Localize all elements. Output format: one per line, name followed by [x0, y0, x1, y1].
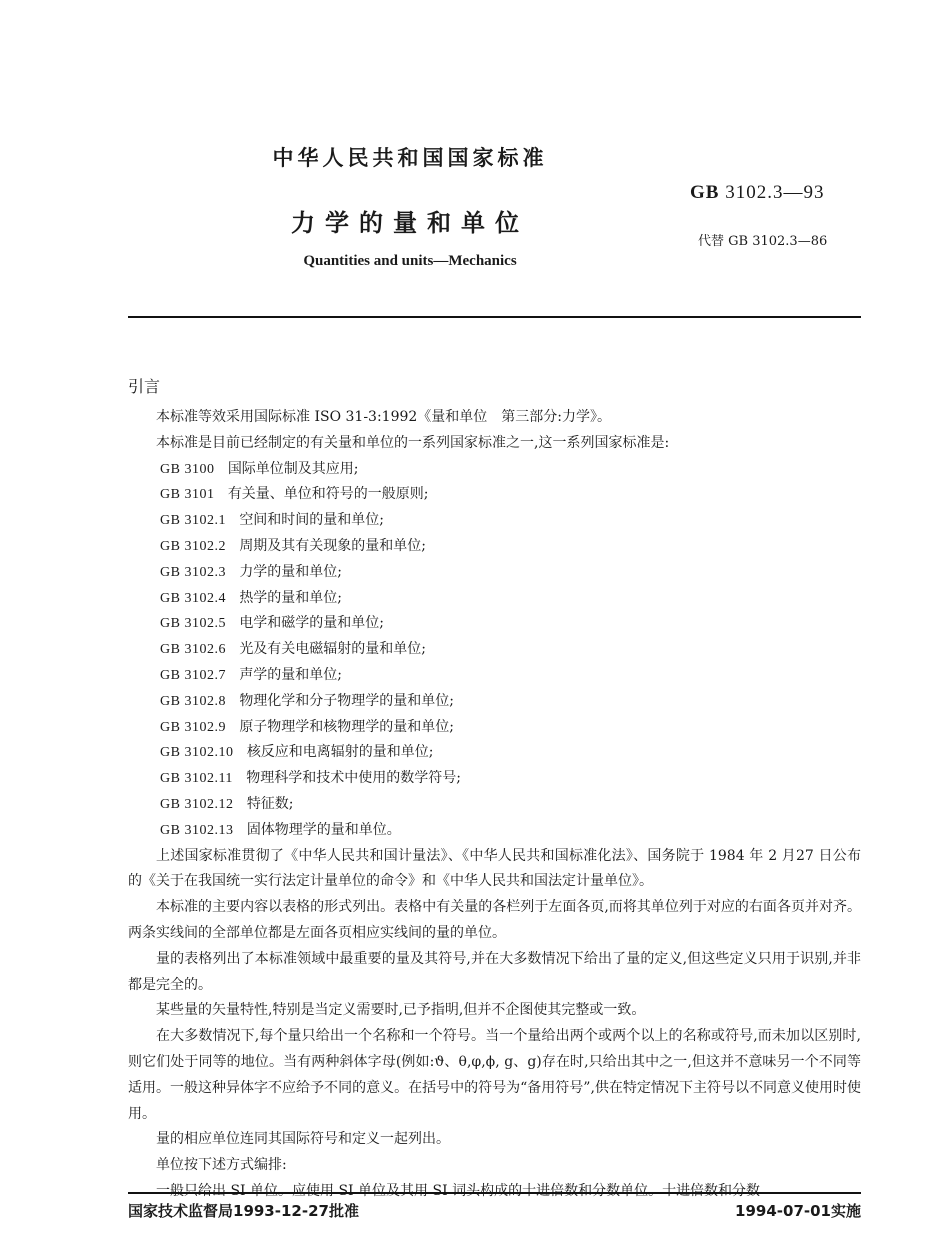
- list-item: [128, 508, 861, 534]
- intro-paragraph: 单位按下述方式编排:: [156, 1157, 287, 1174]
- standard-list-code: GB 3102.10: [160, 745, 234, 761]
- standard-list-code: GB 3102.13: [160, 822, 234, 838]
- list-item: [128, 663, 861, 689]
- header-divider: [128, 316, 861, 318]
- intro-paragraph: 本标准是目前已经制定的有关量和单位的一系列国家标准之一,这一系列国家标准是:: [156, 434, 670, 451]
- standard-list-title: 国际单位制及其应用;: [227, 460, 359, 477]
- list-item: [128, 792, 861, 818]
- list-item: [128, 586, 861, 612]
- standard-list-code: GB 3102.6: [160, 642, 226, 658]
- list-item: [128, 715, 861, 741]
- national-standard-label: 中华人民共和国国家标准: [272, 146, 548, 170]
- english-title: Quantities and units—Mechanics: [303, 253, 517, 269]
- standard-list-title: 光及有关电磁辐射的量和单位;: [239, 641, 427, 658]
- standard-list-title: 空间和时间的量和单位;: [239, 512, 385, 529]
- intro-paragraph: 一般只给出 SI 单位。应使用 SI 单位及其用 SI 词头构成的十进倍数和分数单位。十进倍数和分数: [156, 1182, 761, 1199]
- list-item: [128, 689, 861, 715]
- intro-paragraph: 量的相应单位连同其国际符号和定义一起列出。: [156, 1131, 450, 1148]
- intro-paragraph: 上述国家标准贯彻了《中华人民共和国计量法》、《中华人民共和国标准化法》、国务院于 1984 年 2 月27 日公布的《关于在我国统一实行法定计量单位的命令》和《中华人民共和国法定计量单位》。: [128, 847, 861, 890]
- standard-list-code: GB 3100: [160, 461, 215, 477]
- standard-list-code: GB 3102.12: [160, 796, 234, 812]
- standard-list-title: 物理化学和分子物理学的量和单位;: [239, 692, 455, 709]
- list-item: [128, 534, 861, 560]
- standard-list-title: 声学的量和单位;: [239, 666, 343, 683]
- replaces-note: 代替 GB 3102.3—86: [698, 234, 828, 249]
- standard-list-title: 特征数;: [246, 795, 294, 812]
- list-item: [128, 818, 861, 844]
- intro-paragraph: 在大多数情况下,每个量只给出一个名称和一个符号。当一个量给出两个或两个以上的名称或符号,而未加以区别时,则它们处于同等的地位。当有两种斜体字母(例如:ϑ、θ,φ,ϕ, g、g)存在时,只给出其中之一,但这并不意味另一个不同等适用。一般这种异体字不应给予不同的意义。在括号中的符号为“备用符号”,供在特定情况下主符号以不同意义使用时使用。: [128, 1028, 861, 1122]
- standard-list-code: GB 3102.2: [160, 538, 226, 554]
- standard-list-code: GB 3102.7: [160, 667, 226, 683]
- standard-list-title: 固体物理学的量和单位。: [246, 821, 401, 838]
- standard-list-code: GB 3102.9: [160, 719, 226, 735]
- footer-divider: [128, 1192, 861, 1194]
- standard-list-code: GB 3102.11: [160, 771, 233, 787]
- list-item: [128, 457, 861, 483]
- standard-list-title: 电学和磁学的量和单位;: [239, 615, 385, 632]
- list-item: [128, 560, 861, 586]
- standard-list-title: 热学的量和单位;: [239, 589, 343, 606]
- list-item: [128, 740, 861, 766]
- list-item: [128, 482, 861, 508]
- standard-number: 3102.3—93: [725, 182, 825, 203]
- standard-list-code: GB 3102.4: [160, 590, 226, 606]
- intro-paragraph: 本标准的主要内容以表格的形式列出。表格中有关量的各栏列于左面各页,而将其单位列于对应的右面各页并对齐。两条实线间的全部单位都是左面各页相应实线间的量的单位。: [128, 899, 861, 941]
- standard-list-title: 核反应和电离辐射的量和单位;: [246, 744, 434, 761]
- standard-list-title: 周期及其有关现象的量和单位;: [239, 537, 427, 554]
- standard-list-code: GB 3102.3: [160, 564, 226, 580]
- standard-prefix: GB: [690, 182, 720, 203]
- list-item: [128, 637, 861, 663]
- approval-line: 国家技术监督局1993-12-27批准: [128, 1202, 359, 1220]
- standard-list-title: 原子物理学和核物理学的量和单位;: [239, 718, 455, 735]
- standard-list-code: GB 3102.8: [160, 693, 226, 709]
- standard-code: [690, 182, 824, 204]
- list-item: [128, 611, 861, 637]
- standards-list: [128, 457, 861, 844]
- standard-list-title: 物理科学和技术中使用的数学符号;: [246, 770, 462, 787]
- list-item: [128, 766, 861, 792]
- standard-list-code: GB 3101: [160, 487, 215, 503]
- effective-date: 1994-07-01实施: [735, 1202, 861, 1220]
- intro-paragraph: 量的表格列出了本标准领域中最重要的量及其符号,并在大多数情况下给出了量的定义,但这些定义只用于识别,并非都是完全的。: [128, 950, 861, 993]
- intro-body: [128, 405, 861, 1205]
- standard-list-title: 力学的量和单位;: [239, 563, 343, 580]
- intro-paragraph: 某些量的矢量特性,特别是当定义需要时,已予指明,但并不企图使其完整或一致。: [156, 1002, 646, 1019]
- document-title: 力学的量和单位: [291, 209, 529, 237]
- standard-list-title: 有关量、单位和符号的一般原则;: [227, 486, 429, 503]
- intro-paragraph: 本标准等效采用国际标准 ISO 31-3:1992《量和单位 第三部分:力学》。: [156, 409, 612, 425]
- section-heading: 引言: [128, 377, 161, 396]
- standard-list-code: GB 3102.1: [160, 513, 226, 529]
- standard-list-code: GB 3102.5: [160, 616, 226, 632]
